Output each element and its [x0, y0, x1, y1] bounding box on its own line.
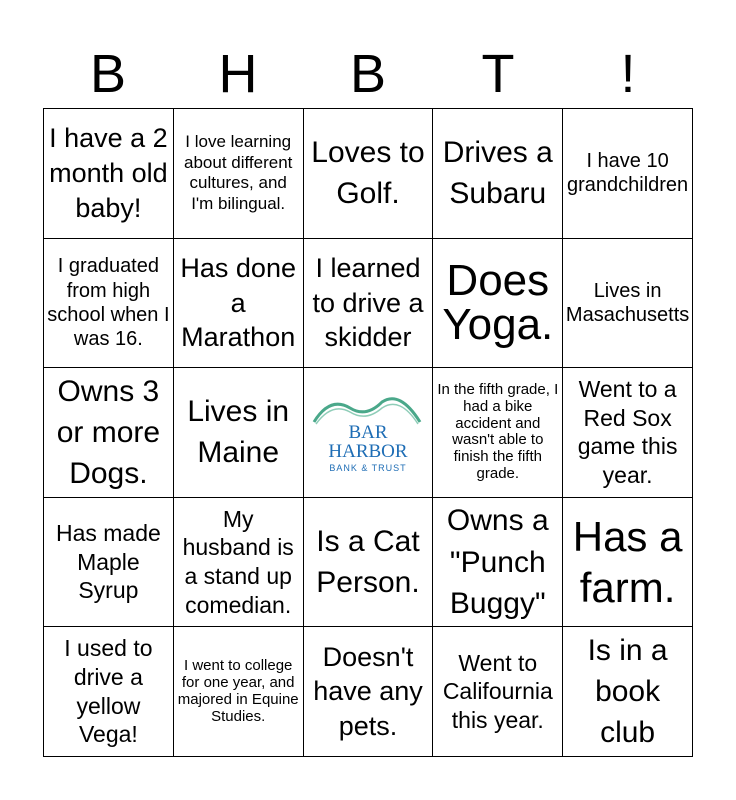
header-letter-exclaim: ! [620, 44, 636, 104]
bingo-cell[interactable]: Owns a "Punch Buggy" [433, 498, 563, 628]
bingo-cell[interactable]: Owns 3 or more Dogs. [44, 368, 174, 498]
header-letter-b: B [89, 44, 127, 104]
bingo-cell[interactable]: Is a Cat Person. [304, 498, 434, 628]
bingo-cell[interactable]: Is in a book club [563, 627, 693, 757]
bingo-cell[interactable]: In the fifth grade, I had a bike accident and wasn't able to finish the fifth grade. [433, 368, 563, 498]
bingo-cell[interactable]: Loves to Golf. [304, 109, 434, 239]
bingo-cell[interactable]: Has made Maple Syrup [44, 498, 174, 628]
bingo-cell[interactable]: I have 10 grandchildren [563, 109, 693, 239]
logo-mountains-icon [308, 392, 428, 426]
header-letter-h: H [218, 44, 258, 104]
bingo-cell[interactable]: Went to a Red Sox game this year. [563, 368, 693, 498]
bingo-cell[interactable]: Doesn't have any pets. [304, 627, 434, 757]
header-letter-b2: B [349, 44, 387, 104]
bingo-cell[interactable]: I graduated from high school when I was 16. [44, 239, 174, 369]
bingo-grid [43, 108, 693, 757]
bingo-cell[interactable]: My husband is a stand up comedian. [174, 498, 304, 628]
bingo-cell[interactable]: Does Yoga. [433, 239, 563, 369]
bingo-header [43, 40, 693, 108]
bingo-cell[interactable]: I have a 2 month old baby! [44, 109, 174, 239]
bingo-cell[interactable]: Went to Califournia this year. [433, 627, 563, 757]
bingo-cell[interactable]: Drives a Subaru [433, 109, 563, 239]
logo-name: BAR HARBOR [328, 421, 408, 462]
bingo-cell[interactable]: I love learning about different cultures, and I'm bilingual. [174, 109, 304, 239]
bingo-cell[interactable]: I used to drive a yellow Vega! [44, 627, 174, 757]
bingo-cell[interactable]: Lives in Maine [174, 368, 304, 498]
logo-sub: BANK & TRUST [329, 462, 407, 473]
bingo-cell[interactable]: I went to college for one year, and majored in Equine Studies. [174, 627, 304, 757]
header-letter-t: T [481, 44, 515, 104]
bingo-cell[interactable]: Has a farm. [563, 498, 693, 628]
bingo-cell[interactable]: I learned to drive a skidder [304, 239, 434, 369]
bingo-cell[interactable]: Lives in Masachusetts [563, 239, 693, 369]
free-space-logo[interactable] [304, 368, 434, 498]
bingo-cell[interactable]: Has done a Marathon [174, 239, 304, 369]
